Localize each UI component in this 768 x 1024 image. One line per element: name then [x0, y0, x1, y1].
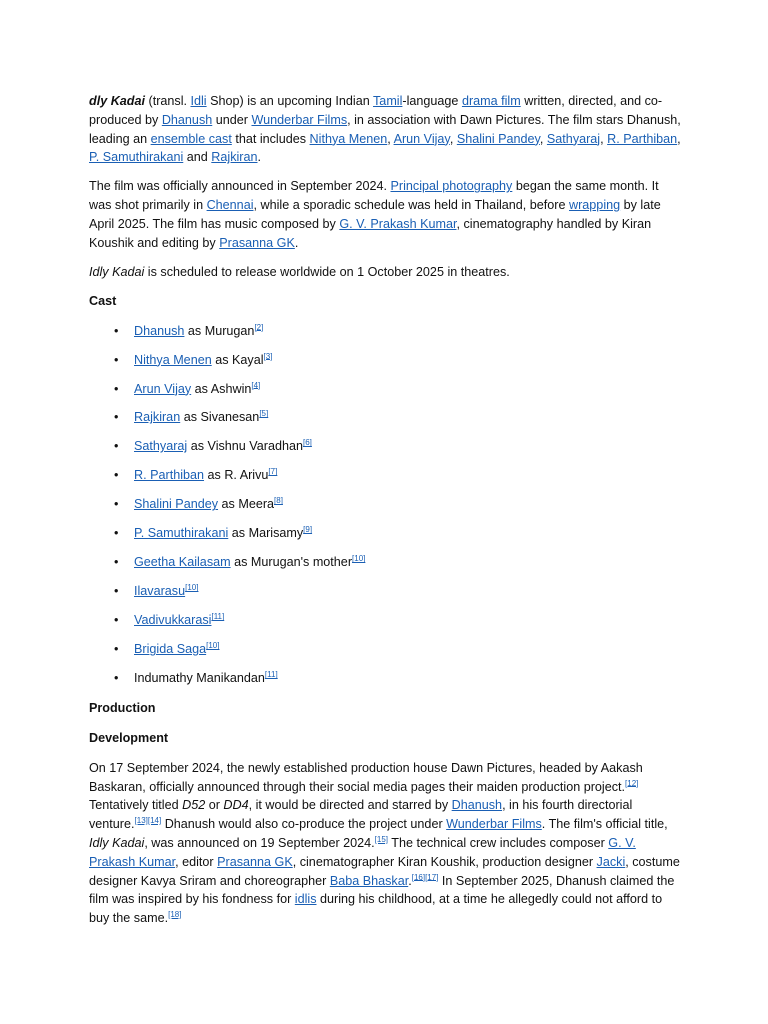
- link-nithya-menen[interactable]: Nithya Menen: [309, 131, 388, 146]
- bullet-icon: •: [114, 410, 119, 425]
- reference-link[interactable]: [18]: [168, 909, 182, 919]
- link-dhanush[interactable]: Dhanush: [451, 798, 503, 813]
- release-paragraph: Idly Kadai is scheduled to release worldwide on 1 October 2025 in theatres.: [89, 264, 510, 279]
- cast-name: Indumathy Manikandan: [134, 671, 265, 686]
- reference-link[interactable]: [16]: [411, 872, 426, 882]
- cast-link[interactable]: P. Samuthirakani: [134, 526, 229, 541]
- reference-link[interactable]: [3]: [263, 351, 273, 361]
- cast-list: [89, 322, 681, 689]
- link-tamil[interactable]: Tamil: [373, 94, 403, 108]
- cast-link[interactable]: Vadivukkarasi: [134, 613, 212, 628]
- bullet-icon: •: [114, 323, 119, 338]
- bullet-icon: •: [114, 468, 119, 483]
- list-item: • P. Samuthirakani as Marisamy[9]: [89, 524, 681, 543]
- list-item: • Geetha Kailasam as Murugan's mother[10]: [89, 553, 681, 572]
- bullet-icon: •: [114, 352, 119, 367]
- reference-link[interactable]: [10]: [185, 583, 199, 593]
- reference-link[interactable]: [17]: [425, 872, 439, 882]
- cast-heading: Cast: [89, 293, 117, 308]
- link-wunderbar-films[interactable]: Wunderbar Films: [251, 112, 348, 127]
- announcement-paragraph: The film was officially announced in September 2024. Principal photography began the same month. It was shot primarily in Chennai, while a sporadic schedule was held in Thailand, before wrapping by late April 2025. The film has music composed by G. V. Prakash Kumar, cinematography handled by Kiran Koushik and editing by Prasanna GK.: [89, 179, 661, 250]
- reference-link[interactable]: [10]: [206, 641, 220, 651]
- reference-link[interactable]: [11]: [211, 612, 225, 622]
- bullet-icon: •: [114, 381, 119, 396]
- reference-link[interactable]: [11]: [264, 670, 278, 680]
- production-heading: Production: [89, 701, 156, 716]
- link-shalini-pandey[interactable]: Shalini Pandey: [456, 131, 540, 146]
- reference-link[interactable]: [2]: [254, 322, 264, 332]
- list-item: • R. Parthiban as R. Arivu[7]: [89, 466, 681, 485]
- reference-link[interactable]: [7]: [268, 467, 278, 477]
- list-item: • Nithya Menen as Kayal[3]: [89, 351, 681, 370]
- reference-link[interactable]: [4]: [251, 380, 261, 390]
- list-item: • Dhanush as Murugan[2]: [89, 322, 681, 341]
- link-gv-prakash-kumar[interactable]: G. V. Prakash Kumar: [339, 216, 457, 231]
- reference-link[interactable]: [5]: [259, 409, 269, 419]
- cast-link[interactable]: Geetha Kailasam: [134, 555, 231, 570]
- link-r-parthiban[interactable]: R. Parthiban: [607, 131, 678, 146]
- article-body: [89, 92, 681, 938]
- bullet-icon: •: [114, 526, 119, 541]
- link-baba-bhaskar[interactable]: Baba Bhaskar: [329, 873, 409, 888]
- reference-link[interactable]: [13]: [134, 815, 148, 825]
- list-item: [89, 582, 681, 601]
- list-item: • Sathyaraj as Vishnu Varadhan[6]: [89, 437, 681, 456]
- reference-link[interactable]: [8]: [274, 496, 283, 506]
- cast-link[interactable]: Sathyaraj: [134, 439, 188, 454]
- link-ensemble-cast[interactable]: ensemble cast: [150, 131, 232, 146]
- link-jacki[interactable]: Jacki: [596, 854, 626, 869]
- development-heading: Development: [89, 730, 169, 745]
- reference-link[interactable]: [10]: [352, 554, 366, 564]
- film-title-italic: Idly Kadai: [89, 264, 145, 279]
- cast-link[interactable]: Shalini Pandey: [134, 497, 219, 512]
- bullet-icon: •: [114, 555, 119, 570]
- intro-paragraph: dly Kadai (transl. Idli Shop) is an upcoming Indian Tamil-language drama film written, directed, and co-produced by Dhanush under Wunderbar Films, in association with Dawn Pictures. The film stars Dhanush, leading an ensemble cast that includes Nithya Menen, Arun Vijay, Shalini Pandey, Sathyaraj, R. Parthiban, P. Samuthirakani and Rajkiran.: [89, 94, 681, 165]
- link-idlis[interactable]: idlis: [294, 892, 317, 907]
- bullet-icon: •: [114, 497, 119, 512]
- cast-link[interactable]: R. Parthiban: [134, 468, 205, 483]
- cast-link[interactable]: Dhanush: [134, 323, 185, 338]
- link-chennai[interactable]: Chennai: [206, 198, 254, 213]
- link-prasanna-gk[interactable]: Prasanna GK: [217, 854, 293, 869]
- reference-link[interactable]: [6]: [302, 438, 312, 448]
- link-wrapping[interactable]: wrapping: [569, 198, 621, 213]
- cast-link[interactable]: Ilavarasu: [134, 584, 186, 599]
- link-drama-film[interactable]: drama film: [461, 94, 521, 108]
- film-title: dly Kadai: [89, 94, 145, 108]
- list-item: [89, 640, 681, 659]
- bullet-icon: •: [114, 613, 119, 628]
- link-gv-prakash-kumar[interactable]: G. V. Prakash Kumar: [89, 835, 636, 869]
- cast-link[interactable]: Arun Vijay: [134, 381, 192, 396]
- bullet-icon: •: [114, 642, 119, 657]
- bullet-icon: •: [114, 584, 119, 599]
- development-paragraph: On 17 September 2024, the newly established production house Dawn Pictures, headed by Aakash Baskaran, officially announced through their social media pages their maiden production project.[12] Tentatively titled D52 or DD4, it would be directed and starred by Dhanush, in his fourth directorial venture.[13][14] Dhanush would also co-produce the project under Wunderbar Films. The film's official title, Idly Kadai, was announced on 19 September 2024.[15] The technical crew includes composer G. V. Prakash Kumar, editor Prasanna GK, cinematographer Kiran Koushik, production designer Jacki, costume designer Kavya Sriram and choreographer Baba Bhaskar.[16][17] In September 2025, Dhanush claimed the film was inspired by his fondness for idlis during his childhood, at a time he allegedly could not afford to buy the same.[18]: [89, 760, 680, 926]
- list-item: • Shalini Pandey as Meera[8]: [89, 495, 681, 514]
- bullet-icon: •: [114, 671, 119, 686]
- cast-link[interactable]: Brigida Saga: [134, 642, 207, 657]
- link-prasanna-gk[interactable]: Prasanna GK: [219, 235, 295, 250]
- link-idli[interactable]: Idli: [190, 94, 207, 108]
- link-arun-vijay[interactable]: Arun Vijay: [393, 131, 450, 146]
- reference-link[interactable]: [9]: [303, 525, 313, 535]
- cast-link[interactable]: Rajkiran: [134, 410, 181, 425]
- link-principal-photography[interactable]: Principal photography: [390, 179, 513, 194]
- reference-link[interactable]: [12]: [625, 778, 639, 788]
- list-item: • Arun Vijay as Ashwin[4]: [89, 380, 681, 399]
- link-sathyaraj[interactable]: Sathyaraj: [546, 131, 601, 146]
- list-item: [89, 669, 681, 688]
- link-rajkiran[interactable]: Rajkiran: [211, 150, 258, 165]
- link-dhanush[interactable]: Dhanush: [161, 112, 213, 127]
- list-item: [89, 611, 681, 630]
- cast-link[interactable]: Nithya Menen: [134, 352, 212, 367]
- list-item: • Rajkiran as Sivanesan[5]: [89, 408, 681, 427]
- reference-link[interactable]: [15]: [374, 834, 389, 844]
- reference-link[interactable]: [14]: [147, 815, 162, 825]
- link-wunderbar-films[interactable]: Wunderbar Films: [446, 817, 542, 832]
- link-p-samuthirakani[interactable]: P. Samuthirakani: [89, 150, 184, 165]
- bullet-icon: •: [114, 439, 119, 454]
